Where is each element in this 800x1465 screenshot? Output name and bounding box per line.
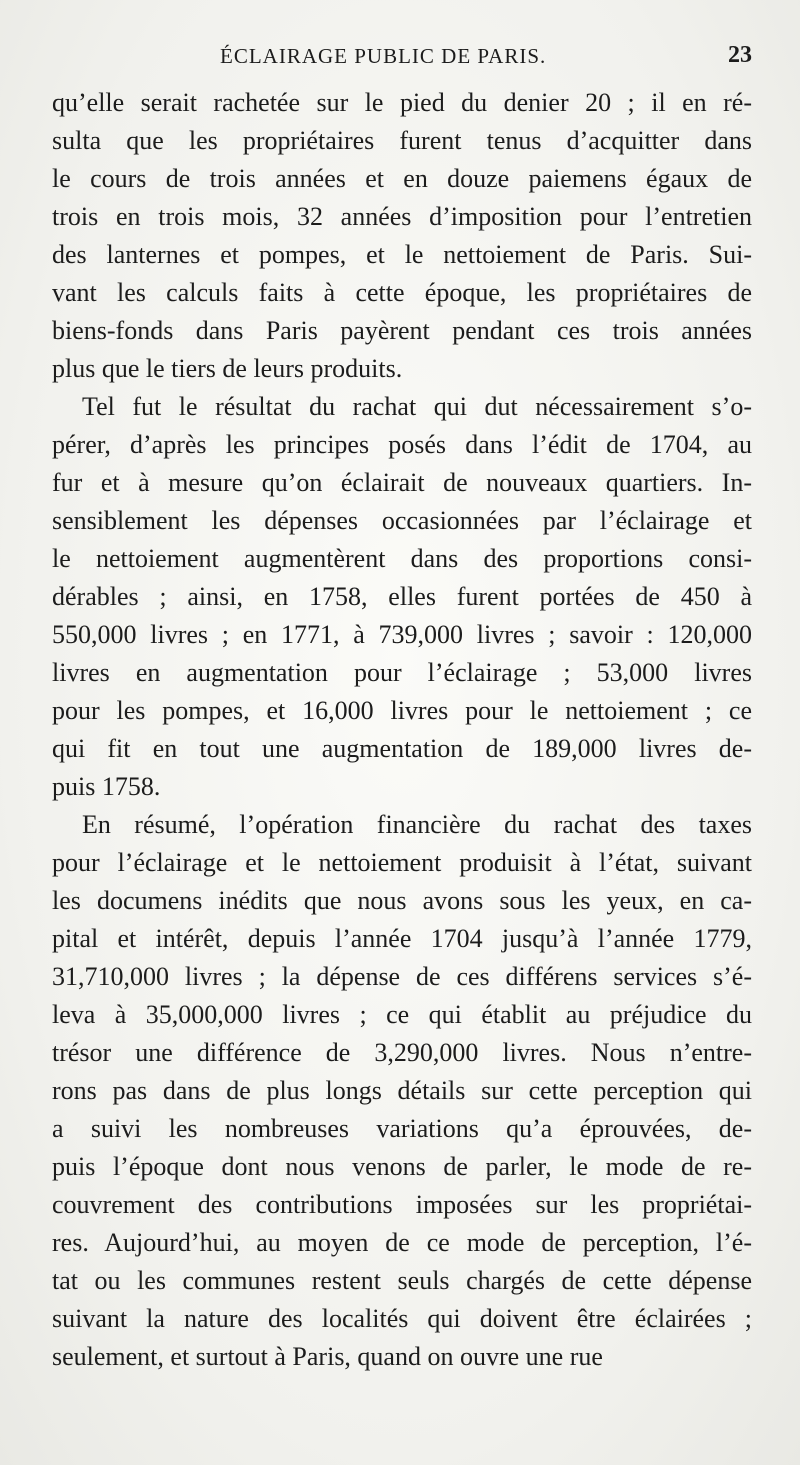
text-line: couvrement des contributions imposées sur les propriétai- (52, 1190, 752, 1219)
paragraph (52, 84, 752, 388)
text-line: vant les calculs faits à cette époque, les propriétaires de (52, 278, 752, 307)
text-line: rons pas dans de plus longs détails sur cette perception qui (52, 1076, 752, 1105)
text-line: fur et à mesure qu’on éclairait de nouveaux quartiers. In- (52, 468, 752, 497)
text-line: a suivi les nombreuses variations qu’a éprouvées, de- (52, 1114, 752, 1143)
text-line: pérer, d’après les principes posés dans l’édit de 1704, au (52, 430, 752, 459)
text-line: plus que le tiers de leurs produits. (52, 354, 403, 383)
text-line: seulement, et surtout à Paris, quand on ouvre une rue (52, 1342, 603, 1371)
text-line: trois en trois mois, 32 années d’imposition pour l’entretien (52, 202, 752, 231)
text-line: des lanternes et pompes, et le nettoiement de Paris. Sui- (52, 240, 752, 269)
text-line: res. Aujourd’hui, au moyen de ce mode de perception, l’é- (52, 1228, 752, 1257)
text-line: puis 1758. (52, 772, 161, 801)
text-line: suivant la nature des localités qui doivent être éclairées ; (52, 1304, 752, 1333)
text-line: qu’elle serait rachetée sur le pied du denier 20 ; il en ré- (52, 88, 752, 117)
text-line: le nettoiement augmentèrent dans des proportions consi- (52, 544, 752, 573)
text-line: pour les pompes, et 16,000 livres pour le nettoiement ; ce (52, 696, 752, 725)
body-text (52, 84, 752, 1376)
text-line: le cours de trois années et en douze paiemens égaux de (52, 164, 752, 193)
text-line: sensiblement les dépenses occasionnées par l’éclairage et (52, 506, 752, 535)
text-line: qui fit en tout une augmentation de 189,000 livres de- (52, 734, 752, 763)
text-line: tat ou les communes restent seuls chargés de cette dépense (52, 1266, 752, 1295)
text-line: biens-fonds dans Paris payèrent pendant ces trois années (52, 316, 752, 345)
page-header (52, 40, 752, 80)
paragraph (52, 388, 752, 806)
paragraph (52, 806, 752, 1376)
text-line: 550,000 livres ; en 1771, à 739,000 livres ; savoir : 120,000 (52, 620, 752, 649)
text-line: 31,710,000 livres ; la dépense de ces différens services s’é- (52, 962, 752, 991)
text-line: Tel fut le résultat du rachat qui dut nécessairement s’o- (82, 392, 752, 421)
text-line: sulta que les propriétaires furent tenus d’acquitter dans (52, 126, 752, 155)
text-line: dérables ; ainsi, en 1758, elles furent portées de 450 à (52, 582, 752, 611)
text-line: pour l’éclairage et le nettoiement produisit à l’état, suivant (52, 848, 752, 877)
text-line: leva à 35,000,000 livres ; ce qui établit au préjudice du (52, 1000, 752, 1029)
text-line: puis l’époque dont nous venons de parler, le mode de re- (52, 1152, 752, 1181)
text-line: trésor une différence de 3,290,000 livres. Nous n’entre- (52, 1038, 752, 1067)
text-line: les documens inédits que nous avons sous les yeux, en ca- (52, 886, 752, 915)
text-line: pital et intérêt, depuis l’année 1704 jusqu’à l’année 1779, (52, 924, 752, 953)
text-line: En résumé, l’opération financière du rachat des taxes (82, 810, 752, 839)
page-number: 23 (728, 42, 752, 68)
text-line: livres en augmentation pour l’éclairage ; 53,000 livres (52, 658, 752, 687)
running-title: ÉCLAIRAGE PUBLIC DE PARIS. (220, 44, 547, 68)
